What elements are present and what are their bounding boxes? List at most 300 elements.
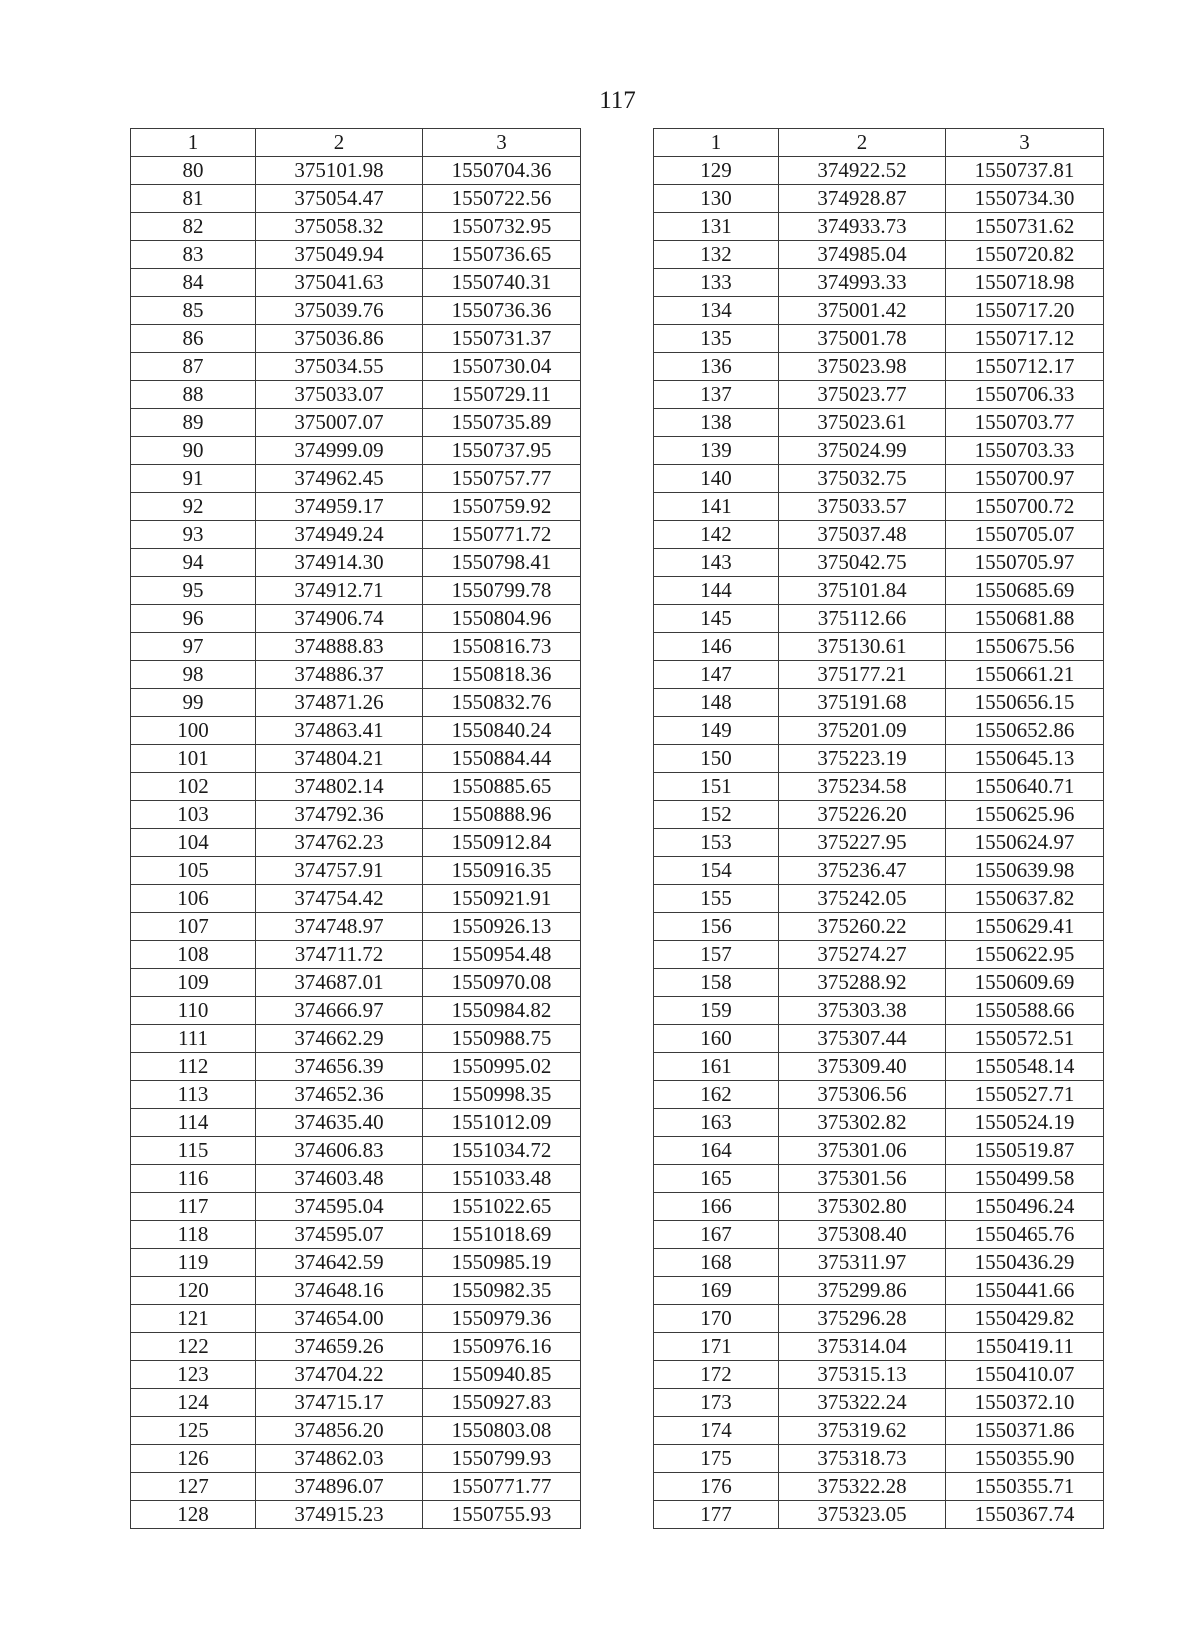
point-number-cell: 163 (654, 1109, 779, 1137)
table-row (131, 241, 581, 269)
table-row (131, 801, 581, 829)
x-coordinate-cell: 374711.72 (256, 941, 423, 969)
point-number-cell: 121 (131, 1305, 256, 1333)
point-number-cell: 82 (131, 213, 256, 241)
point-number-cell: 105 (131, 857, 256, 885)
point-number-cell: 91 (131, 465, 256, 493)
x-coordinate-cell: 375001.78 (779, 325, 946, 353)
table-row (654, 1193, 1104, 1221)
y-coordinate-cell: 1550700.97 (946, 465, 1104, 493)
y-coordinate-cell: 1550884.44 (423, 745, 581, 773)
y-coordinate-cell: 1550675.56 (946, 633, 1104, 661)
point-number-cell: 100 (131, 717, 256, 745)
point-number-cell: 137 (654, 381, 779, 409)
y-coordinate-cell: 1550629.41 (946, 913, 1104, 941)
x-coordinate-cell: 375303.38 (779, 997, 946, 1025)
x-coordinate-cell: 374888.83 (256, 633, 423, 661)
point-number-cell: 97 (131, 633, 256, 661)
y-coordinate-cell: 1550706.33 (946, 381, 1104, 409)
table-row (131, 1417, 581, 1445)
point-number-cell: 174 (654, 1417, 779, 1445)
y-coordinate-cell: 1550737.95 (423, 437, 581, 465)
table-row (131, 325, 581, 353)
y-coordinate-cell: 1550548.14 (946, 1053, 1104, 1081)
y-coordinate-cell: 1550588.66 (946, 997, 1104, 1025)
x-coordinate-cell: 375311.97 (779, 1249, 946, 1277)
y-coordinate-cell: 1550717.20 (946, 297, 1104, 325)
table-row (131, 213, 581, 241)
x-coordinate-cell: 374928.87 (779, 185, 946, 213)
table-row (131, 997, 581, 1025)
x-coordinate-cell: 374687.01 (256, 969, 423, 997)
point-number-cell: 104 (131, 829, 256, 857)
table-row (654, 493, 1104, 521)
point-number-cell: 160 (654, 1025, 779, 1053)
y-coordinate-cell: 1550722.56 (423, 185, 581, 213)
y-coordinate-cell: 1550645.13 (946, 745, 1104, 773)
y-coordinate-cell: 1550984.82 (423, 997, 581, 1025)
point-number-cell: 165 (654, 1165, 779, 1193)
point-number-cell: 80 (131, 157, 256, 185)
y-coordinate-cell: 1550441.66 (946, 1277, 1104, 1305)
y-coordinate-cell: 1550661.21 (946, 661, 1104, 689)
y-coordinate-cell: 1550757.77 (423, 465, 581, 493)
x-coordinate-cell: 374912.71 (256, 577, 423, 605)
column-header: 3 (946, 129, 1104, 157)
x-coordinate-cell: 375322.24 (779, 1389, 946, 1417)
x-coordinate-cell: 374662.29 (256, 1025, 423, 1053)
y-coordinate-cell: 1550729.11 (423, 381, 581, 409)
y-coordinate-cell: 1550717.12 (946, 325, 1104, 353)
x-coordinate-cell: 374993.33 (779, 269, 946, 297)
table-row (654, 689, 1104, 717)
point-number-cell: 83 (131, 241, 256, 269)
x-coordinate-cell: 374886.37 (256, 661, 423, 689)
y-coordinate-cell: 1550982.35 (423, 1277, 581, 1305)
point-number-cell: 95 (131, 577, 256, 605)
y-coordinate-cell: 1551033.48 (423, 1165, 581, 1193)
y-coordinate-cell: 1550732.95 (423, 213, 581, 241)
x-coordinate-cell: 375037.48 (779, 521, 946, 549)
y-coordinate-cell: 1550681.88 (946, 605, 1104, 633)
point-number-cell: 138 (654, 409, 779, 437)
table-row (654, 885, 1104, 913)
x-coordinate-cell: 375227.95 (779, 829, 946, 857)
table-row (654, 297, 1104, 325)
point-number-cell: 89 (131, 409, 256, 437)
y-coordinate-cell: 1550736.65 (423, 241, 581, 269)
x-coordinate-cell: 375007.07 (256, 409, 423, 437)
point-number-cell: 145 (654, 605, 779, 633)
y-coordinate-cell: 1550656.15 (946, 689, 1104, 717)
point-number-cell: 131 (654, 213, 779, 241)
table-row (654, 1417, 1104, 1445)
y-coordinate-cell: 1550927.83 (423, 1389, 581, 1417)
table-row (654, 605, 1104, 633)
point-number-cell: 139 (654, 437, 779, 465)
table-row (654, 353, 1104, 381)
x-coordinate-cell: 374659.26 (256, 1333, 423, 1361)
table-row (131, 1053, 581, 1081)
table-row (131, 605, 581, 633)
x-coordinate-cell: 375101.98 (256, 157, 423, 185)
table-row (654, 1361, 1104, 1389)
point-number-cell: 156 (654, 913, 779, 941)
point-number-cell: 123 (131, 1361, 256, 1389)
table-row (131, 913, 581, 941)
table-row (654, 801, 1104, 829)
x-coordinate-cell: 375319.62 (779, 1417, 946, 1445)
point-number-cell: 102 (131, 773, 256, 801)
x-coordinate-cell: 374862.03 (256, 1445, 423, 1473)
point-number-cell: 124 (131, 1389, 256, 1417)
y-coordinate-cell: 1550736.36 (423, 297, 581, 325)
point-number-cell: 147 (654, 661, 779, 689)
x-coordinate-cell: 375054.47 (256, 185, 423, 213)
x-coordinate-cell: 374603.48 (256, 1165, 423, 1193)
table-row (131, 269, 581, 297)
point-number-cell: 141 (654, 493, 779, 521)
y-coordinate-cell: 1550685.69 (946, 577, 1104, 605)
table-row (654, 1389, 1104, 1417)
y-coordinate-cell: 1550465.76 (946, 1221, 1104, 1249)
table-row (654, 381, 1104, 409)
table-row (654, 857, 1104, 885)
x-coordinate-cell: 374915.23 (256, 1501, 423, 1529)
point-number-cell: 107 (131, 913, 256, 941)
x-coordinate-cell: 375226.20 (779, 801, 946, 829)
table-row (131, 633, 581, 661)
table-row (131, 1305, 581, 1333)
x-coordinate-cell: 374762.23 (256, 829, 423, 857)
y-coordinate-cell: 1550410.07 (946, 1361, 1104, 1389)
y-coordinate-cell: 1550496.24 (946, 1193, 1104, 1221)
x-coordinate-cell: 375023.98 (779, 353, 946, 381)
x-coordinate-cell: 375032.75 (779, 465, 946, 493)
point-number-cell: 110 (131, 997, 256, 1025)
table-row (654, 549, 1104, 577)
x-coordinate-cell: 374704.22 (256, 1361, 423, 1389)
point-number-cell: 168 (654, 1249, 779, 1277)
point-number-cell: 170 (654, 1305, 779, 1333)
table-row (654, 465, 1104, 493)
y-coordinate-cell: 1550572.51 (946, 1025, 1104, 1053)
x-coordinate-cell: 374654.00 (256, 1305, 423, 1333)
y-coordinate-cell: 1550737.81 (946, 157, 1104, 185)
x-coordinate-cell: 374804.21 (256, 745, 423, 773)
table-row (654, 913, 1104, 941)
point-number-cell: 159 (654, 997, 779, 1025)
table-row (654, 157, 1104, 185)
y-coordinate-cell: 1550759.92 (423, 493, 581, 521)
y-coordinate-cell: 1550524.19 (946, 1109, 1104, 1137)
point-number-cell: 143 (654, 549, 779, 577)
table-row (131, 1109, 581, 1137)
table-row (654, 1333, 1104, 1361)
table-row (654, 1053, 1104, 1081)
x-coordinate-cell: 375036.86 (256, 325, 423, 353)
x-coordinate-cell: 375024.99 (779, 437, 946, 465)
point-number-cell: 92 (131, 493, 256, 521)
point-number-cell: 135 (654, 325, 779, 353)
y-coordinate-cell: 1550970.08 (423, 969, 581, 997)
y-coordinate-cell: 1550637.82 (946, 885, 1104, 913)
table-header-row (131, 129, 581, 157)
y-coordinate-cell: 1550624.97 (946, 829, 1104, 857)
y-coordinate-cell: 1550799.93 (423, 1445, 581, 1473)
table-header-row (654, 129, 1104, 157)
x-coordinate-cell: 374914.30 (256, 549, 423, 577)
x-coordinate-cell: 375288.92 (779, 969, 946, 997)
point-number-cell: 108 (131, 941, 256, 969)
point-number-cell: 157 (654, 941, 779, 969)
table-row (131, 941, 581, 969)
x-coordinate-cell: 374985.04 (779, 241, 946, 269)
point-number-cell: 101 (131, 745, 256, 773)
x-coordinate-cell: 374715.17 (256, 1389, 423, 1417)
point-number-cell: 93 (131, 521, 256, 549)
point-number-cell: 130 (654, 185, 779, 213)
y-coordinate-cell: 1550640.71 (946, 773, 1104, 801)
table-row (131, 1137, 581, 1165)
table-row (131, 773, 581, 801)
table-row (131, 577, 581, 605)
table-row (131, 717, 581, 745)
table-row (131, 661, 581, 689)
x-coordinate-cell: 374652.36 (256, 1081, 423, 1109)
x-coordinate-cell: 375307.44 (779, 1025, 946, 1053)
y-coordinate-cell: 1550355.90 (946, 1445, 1104, 1473)
table-row (131, 493, 581, 521)
x-coordinate-cell: 375177.21 (779, 661, 946, 689)
point-number-cell: 84 (131, 269, 256, 297)
table-row (131, 1193, 581, 1221)
x-coordinate-cell: 375001.42 (779, 297, 946, 325)
point-number-cell: 133 (654, 269, 779, 297)
x-coordinate-cell: 374802.14 (256, 773, 423, 801)
point-number-cell: 118 (131, 1221, 256, 1249)
x-coordinate-cell: 375260.22 (779, 913, 946, 941)
y-coordinate-cell: 1550976.16 (423, 1333, 581, 1361)
table-row (131, 689, 581, 717)
table-row (131, 1249, 581, 1277)
x-coordinate-cell: 375322.28 (779, 1473, 946, 1501)
x-coordinate-cell: 374959.17 (256, 493, 423, 521)
table-row (654, 437, 1104, 465)
x-coordinate-cell: 374748.97 (256, 913, 423, 941)
point-number-cell: 99 (131, 689, 256, 717)
table-row (654, 1081, 1104, 1109)
y-coordinate-cell: 1550705.97 (946, 549, 1104, 577)
table-row (131, 1221, 581, 1249)
table-row (654, 1277, 1104, 1305)
y-coordinate-cell: 1550712.17 (946, 353, 1104, 381)
y-coordinate-cell: 1550799.78 (423, 577, 581, 605)
point-number-cell: 122 (131, 1333, 256, 1361)
point-number-cell: 158 (654, 969, 779, 997)
table-row (654, 521, 1104, 549)
x-coordinate-cell: 375033.07 (256, 381, 423, 409)
x-coordinate-cell: 374757.91 (256, 857, 423, 885)
point-number-cell: 90 (131, 437, 256, 465)
y-coordinate-cell: 1550979.36 (423, 1305, 581, 1333)
x-coordinate-cell: 374856.20 (256, 1417, 423, 1445)
table-row (131, 409, 581, 437)
x-coordinate-cell: 375023.61 (779, 409, 946, 437)
point-number-cell: 175 (654, 1445, 779, 1473)
table-row (131, 1501, 581, 1529)
y-coordinate-cell: 1550622.95 (946, 941, 1104, 969)
column-header: 3 (423, 129, 581, 157)
x-coordinate-cell: 374906.74 (256, 605, 423, 633)
point-number-cell: 114 (131, 1109, 256, 1137)
y-coordinate-cell: 1550921.91 (423, 885, 581, 913)
x-coordinate-cell: 374962.45 (256, 465, 423, 493)
y-coordinate-cell: 1550429.82 (946, 1305, 1104, 1333)
x-coordinate-cell: 375302.82 (779, 1109, 946, 1137)
y-coordinate-cell: 1550704.36 (423, 157, 581, 185)
point-number-cell: 117 (131, 1193, 256, 1221)
table-row (654, 969, 1104, 997)
column-header: 1 (654, 129, 779, 157)
x-coordinate-cell: 375130.61 (779, 633, 946, 661)
table-row (131, 857, 581, 885)
x-coordinate-cell: 375042.75 (779, 549, 946, 577)
table-row (131, 381, 581, 409)
point-number-cell: 144 (654, 577, 779, 605)
y-coordinate-cell: 1550926.13 (423, 913, 581, 941)
table-row (654, 269, 1104, 297)
column-header: 2 (779, 129, 946, 157)
column-header: 1 (131, 129, 256, 157)
point-number-cell: 86 (131, 325, 256, 353)
y-coordinate-cell: 1550720.82 (946, 241, 1104, 269)
table-row (131, 437, 581, 465)
table-row (654, 241, 1104, 269)
y-coordinate-cell: 1550912.84 (423, 829, 581, 857)
table-row (131, 1025, 581, 1053)
x-coordinate-cell: 375223.19 (779, 745, 946, 773)
y-coordinate-cell: 1550735.89 (423, 409, 581, 437)
point-number-cell: 142 (654, 521, 779, 549)
table-row (131, 885, 581, 913)
x-coordinate-cell: 375315.13 (779, 1361, 946, 1389)
y-coordinate-cell: 1550652.86 (946, 717, 1104, 745)
y-coordinate-cell: 1550771.77 (423, 1473, 581, 1501)
y-coordinate-cell: 1550755.93 (423, 1501, 581, 1529)
point-number-cell: 140 (654, 465, 779, 493)
y-coordinate-cell: 1550816.73 (423, 633, 581, 661)
y-coordinate-cell: 1550639.98 (946, 857, 1104, 885)
table-row (131, 1165, 581, 1193)
y-coordinate-cell: 1550885.65 (423, 773, 581, 801)
table-row (131, 297, 581, 325)
table-row (654, 1445, 1104, 1473)
point-number-cell: 164 (654, 1137, 779, 1165)
x-coordinate-cell: 375314.04 (779, 1333, 946, 1361)
point-number-cell: 149 (654, 717, 779, 745)
point-number-cell: 106 (131, 885, 256, 913)
table-row (654, 1025, 1104, 1053)
x-coordinate-cell: 375296.28 (779, 1305, 946, 1333)
y-coordinate-cell: 1550519.87 (946, 1137, 1104, 1165)
table-row (654, 325, 1104, 353)
y-coordinate-cell: 1550840.24 (423, 717, 581, 745)
x-coordinate-cell: 374871.26 (256, 689, 423, 717)
point-number-cell: 103 (131, 801, 256, 829)
point-number-cell: 148 (654, 689, 779, 717)
point-number-cell: 150 (654, 745, 779, 773)
table-row (654, 409, 1104, 437)
y-coordinate-cell: 1550988.75 (423, 1025, 581, 1053)
point-number-cell: 152 (654, 801, 779, 829)
x-coordinate-cell: 375058.32 (256, 213, 423, 241)
y-coordinate-cell: 1550995.02 (423, 1053, 581, 1081)
table-row (654, 185, 1104, 213)
x-coordinate-cell: 375318.73 (779, 1445, 946, 1473)
table-row (654, 1221, 1104, 1249)
y-coordinate-cell: 1550419.11 (946, 1333, 1104, 1361)
table-row (131, 549, 581, 577)
page-number: 117 (599, 87, 636, 114)
x-coordinate-cell: 374595.07 (256, 1221, 423, 1249)
table-row (654, 1249, 1104, 1277)
x-coordinate-cell: 375302.80 (779, 1193, 946, 1221)
table-row (654, 1109, 1104, 1137)
x-coordinate-cell: 374896.07 (256, 1473, 423, 1501)
x-coordinate-cell: 374792.36 (256, 801, 423, 829)
y-coordinate-cell: 1550703.77 (946, 409, 1104, 437)
point-number-cell: 155 (654, 885, 779, 913)
table-row (654, 1137, 1104, 1165)
point-number-cell: 132 (654, 241, 779, 269)
y-coordinate-cell: 1550625.96 (946, 801, 1104, 829)
x-coordinate-cell: 374933.73 (779, 213, 946, 241)
point-number-cell: 88 (131, 381, 256, 409)
table-row (654, 633, 1104, 661)
y-coordinate-cell: 1550803.08 (423, 1417, 581, 1445)
y-coordinate-cell: 1550609.69 (946, 969, 1104, 997)
y-coordinate-cell: 1550700.72 (946, 493, 1104, 521)
x-coordinate-cell: 374666.97 (256, 997, 423, 1025)
x-coordinate-cell: 374754.42 (256, 885, 423, 913)
point-number-cell: 128 (131, 1501, 256, 1529)
coordinates-table-right (653, 128, 1104, 1529)
table-row (654, 661, 1104, 689)
y-coordinate-cell: 1550527.71 (946, 1081, 1104, 1109)
table-row (654, 1473, 1104, 1501)
point-number-cell: 87 (131, 353, 256, 381)
x-coordinate-cell: 375323.05 (779, 1501, 946, 1529)
point-number-cell: 112 (131, 1053, 256, 1081)
point-number-cell: 119 (131, 1249, 256, 1277)
x-coordinate-cell: 374656.39 (256, 1053, 423, 1081)
point-number-cell: 177 (654, 1501, 779, 1529)
point-number-cell: 98 (131, 661, 256, 689)
y-coordinate-cell: 1550771.72 (423, 521, 581, 549)
point-number-cell: 116 (131, 1165, 256, 1193)
table-row (654, 717, 1104, 745)
table-body (131, 157, 581, 1529)
y-coordinate-cell: 1551018.69 (423, 1221, 581, 1249)
table-row (654, 745, 1104, 773)
table-row (654, 941, 1104, 969)
x-coordinate-cell: 375101.84 (779, 577, 946, 605)
x-coordinate-cell: 374635.40 (256, 1109, 423, 1137)
x-coordinate-cell: 374595.04 (256, 1193, 423, 1221)
table-row (131, 829, 581, 857)
point-number-cell: 126 (131, 1445, 256, 1473)
